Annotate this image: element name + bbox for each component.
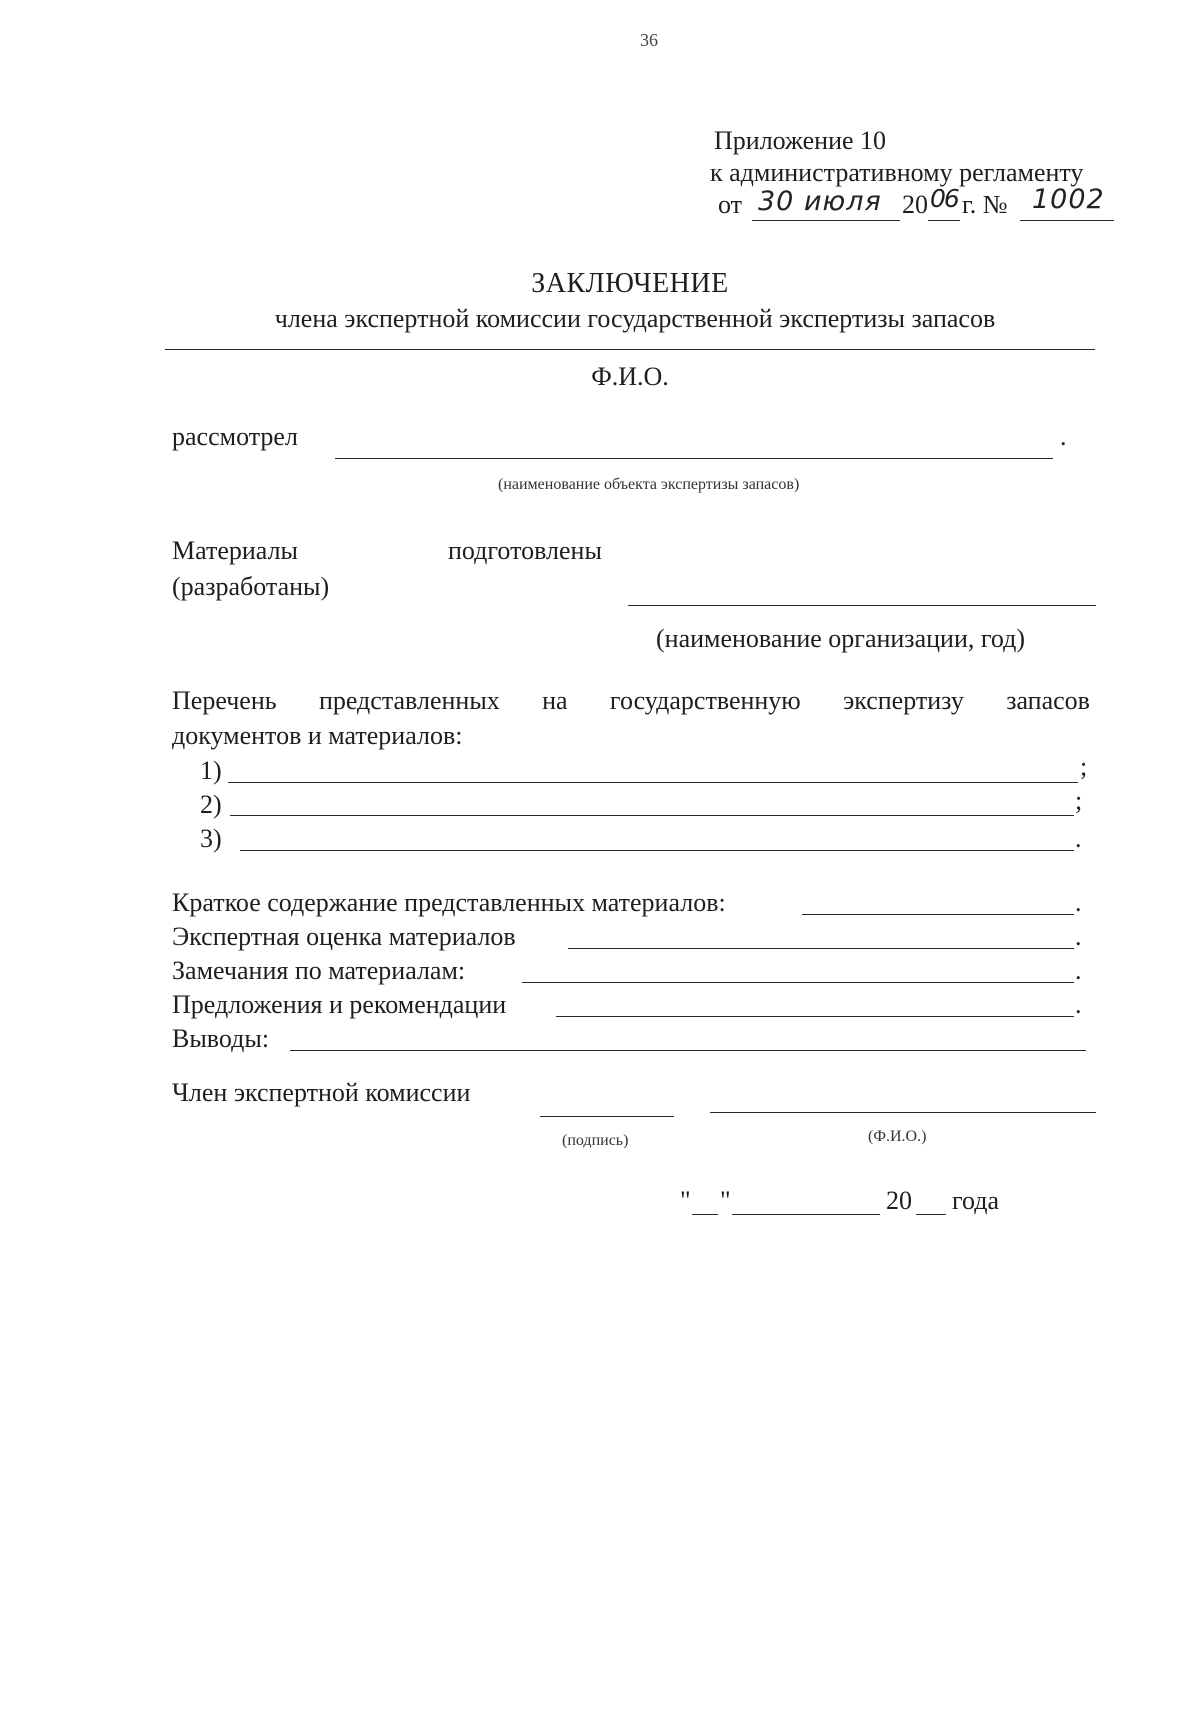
assessment-line[interactable] <box>568 948 1074 949</box>
document-subtitle: члена экспертной комиссии государственной экспертизы запасов <box>274 304 996 333</box>
handwritten-number: 1002 <box>1032 184 1105 215</box>
remarks-line[interactable] <box>522 982 1074 983</box>
summary-label: Краткое содержание представленных материалов: <box>172 888 726 917</box>
field-end-dot: . <box>1075 922 1082 951</box>
handwritten-date: 30 июля <box>758 186 882 217</box>
year-prefix: 20 <box>902 190 928 219</box>
list-item-number: 2) <box>200 790 222 819</box>
list-item-end: ; <box>1075 786 1083 815</box>
day-blank[interactable] <box>692 1214 718 1215</box>
summary-line[interactable] <box>802 914 1074 915</box>
list-item-line[interactable] <box>230 815 1074 816</box>
materials-prepared: подготовлены <box>448 536 602 565</box>
signer-fio-caption: (Ф.И.О.) <box>868 1128 927 1145</box>
materials-developed: (разработаны) <box>172 572 330 601</box>
month-blank[interactable] <box>732 1214 880 1215</box>
subtitle-underline <box>165 349 1095 350</box>
year-underline <box>928 220 960 221</box>
list-intro <box>172 686 1090 716</box>
document-title: ЗАКЛЮЧЕНИЕ <box>531 268 729 299</box>
number-underline <box>1020 220 1114 221</box>
proposals-label: Предложения и рекомендации <box>172 990 507 1019</box>
quote-open: " <box>680 1186 691 1215</box>
signature-label: Член экспертной комиссии <box>172 1078 471 1107</box>
assessment-label: Экспертная оценка материалов <box>172 922 516 951</box>
year-suffix: года <box>952 1186 1000 1215</box>
year-prefix-20: 20 <box>886 1186 912 1215</box>
appendix-subtitle: к административному регламенту <box>710 158 1084 187</box>
list-intro-line2: документов и материалов: <box>172 721 463 750</box>
appendix-title: Приложение 10 <box>714 126 887 155</box>
list-item-end: . <box>1075 824 1082 853</box>
conclusions-label: Выводы: <box>172 1024 270 1053</box>
list-item-number: 1) <box>200 756 222 785</box>
signer-fio-line[interactable] <box>710 1112 1096 1113</box>
list-intro-word: представленных <box>318 686 500 715</box>
reviewed-caption: (наименование объекта экспертизы запасов) <box>498 476 800 493</box>
signature-line[interactable] <box>540 1116 674 1117</box>
reviewed-end: . <box>1060 422 1067 451</box>
organization-line[interactable] <box>628 605 1096 606</box>
fio-caption: Ф.И.О. <box>591 362 669 391</box>
handwritten-year: 06 <box>930 184 958 213</box>
proposals-line[interactable] <box>556 1016 1074 1017</box>
list-intro-word: государственную <box>609 686 801 715</box>
list-intro-word: Перечень <box>172 686 277 715</box>
date-prefix: от <box>718 190 743 219</box>
date-underline <box>752 220 900 221</box>
page-number: 36 <box>640 30 658 50</box>
quote-close: " <box>720 1186 731 1215</box>
field-end-dot: . <box>1075 956 1082 985</box>
reviewed-line[interactable] <box>335 458 1053 459</box>
organization-caption: (наименование организации, год) <box>656 624 1026 653</box>
number-prefix: г. № <box>962 190 1008 219</box>
conclusions-line[interactable] <box>290 1050 1086 1051</box>
field-end-dot: . <box>1075 888 1082 917</box>
list-item-line[interactable] <box>240 850 1074 851</box>
list-intro-word: на <box>542 686 568 715</box>
reviewed-label: рассмотрел <box>172 422 298 451</box>
materials-label: Материалы <box>172 536 299 565</box>
list-item-end: ; <box>1080 752 1088 781</box>
signature-caption: (подпись) <box>562 1132 629 1149</box>
list-item-number: 3) <box>200 824 222 853</box>
list-intro-word: экспертизу <box>843 686 964 715</box>
list-item-line[interactable] <box>228 782 1078 783</box>
list-intro-word: запасов <box>1006 686 1090 715</box>
remarks-label: Замечания по материалам: <box>172 956 466 985</box>
field-end-dot: . <box>1075 990 1082 1019</box>
year-blank[interactable] <box>916 1214 946 1215</box>
